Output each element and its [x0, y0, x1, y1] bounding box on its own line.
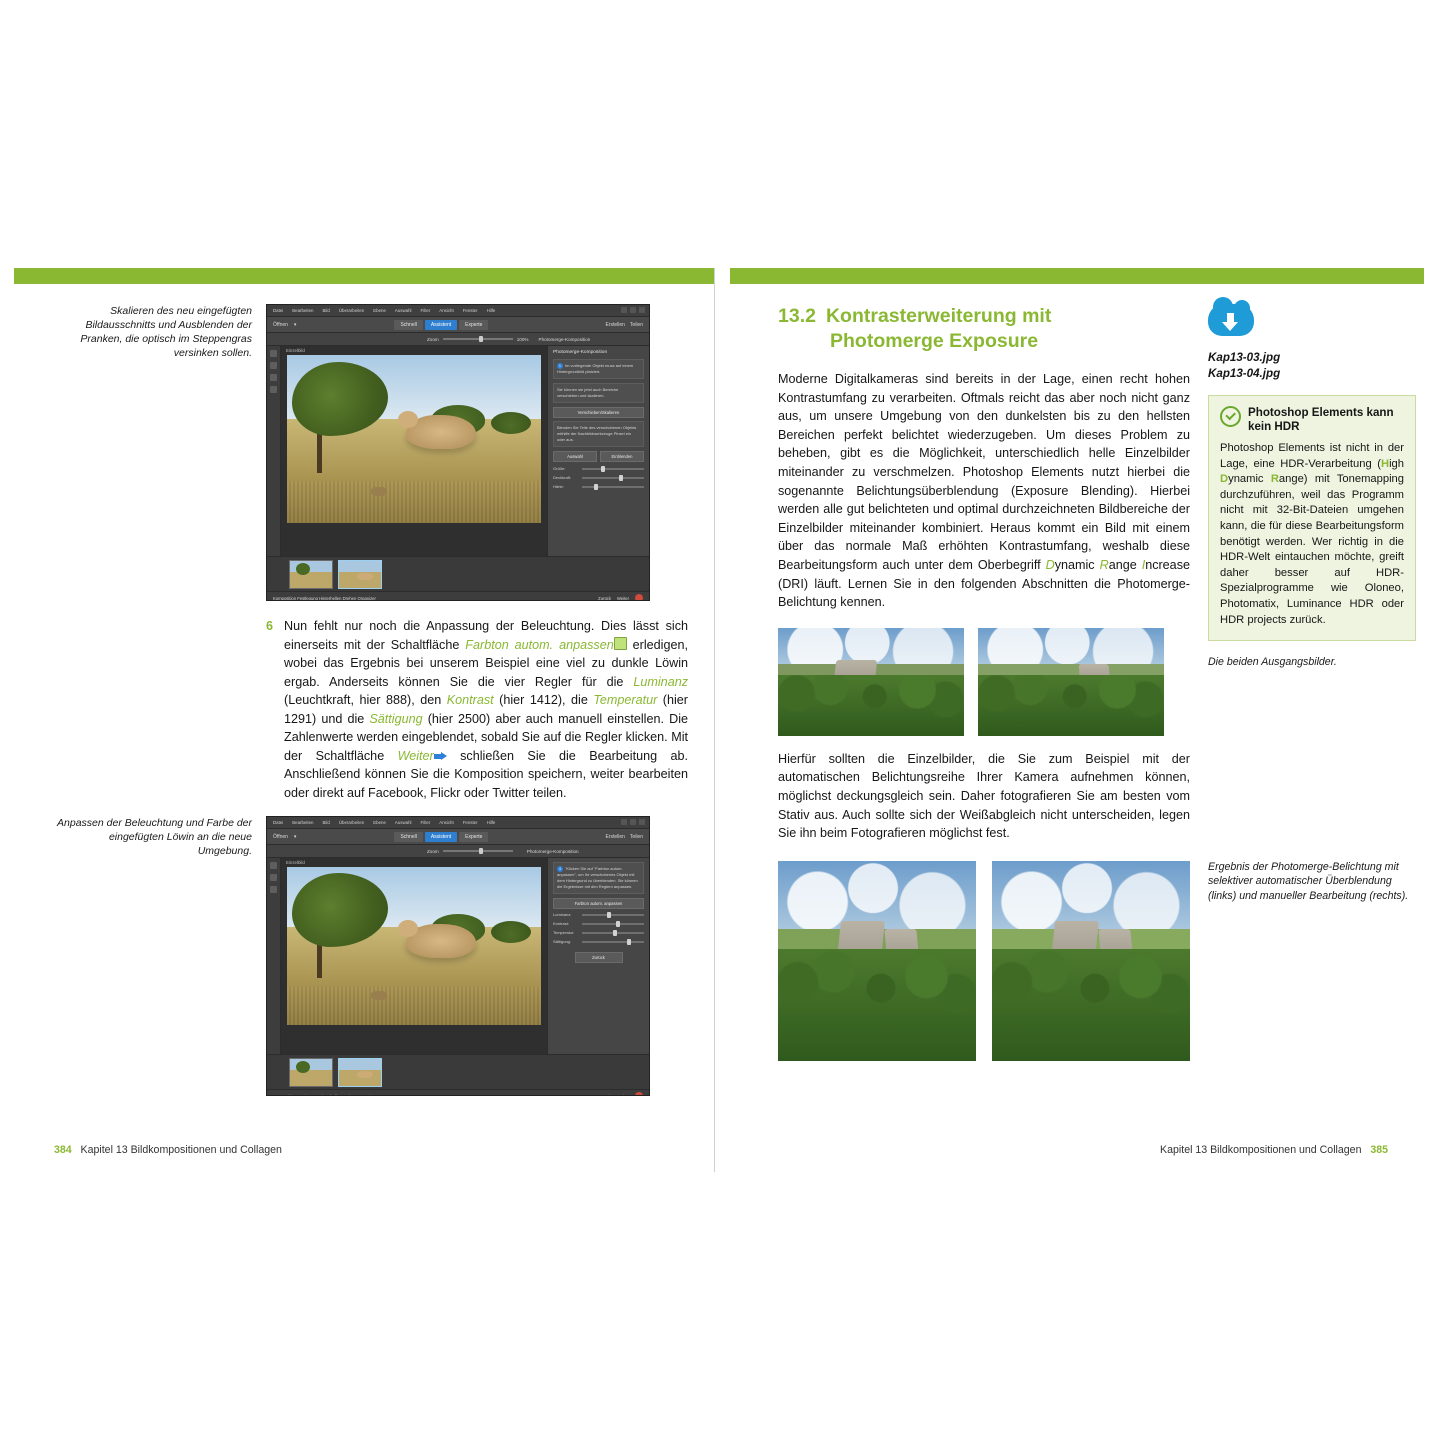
brush-tool-icon[interactable]: [270, 386, 277, 393]
slider-temperatur-knob[interactable]: [613, 930, 617, 936]
canvas-label-2: Einzelbild: [286, 860, 305, 865]
next-button-2[interactable]: Weiter: [616, 1093, 629, 1096]
step-em-weiter: Weiter: [397, 748, 434, 763]
hand-tool-icon[interactable]: [270, 362, 277, 369]
left-margin-step: [54, 601, 266, 802]
figure-caption-bottom: Anpassen der Beleuchtung und Farbe der eingefügten Löwin an die neue Umgebung.: [57, 817, 252, 857]
window-controls-2[interactable]: [621, 819, 645, 825]
step-em-luminanz: Luminanz: [633, 674, 688, 689]
zoom-slider[interactable]: [443, 338, 513, 340]
menu-ueberarbeiten[interactable]: Überarbeiten: [338, 308, 365, 313]
slider-temperatur-track[interactable]: [582, 932, 644, 934]
open-button[interactable]: Öffnen: [273, 321, 288, 328]
slider-size-track[interactable]: [582, 468, 644, 470]
slider-saettigung[interactable]: [553, 939, 644, 944]
slider-kontrast-track[interactable]: [582, 923, 644, 925]
figure-caption-top: Skalieren des neu eingefügten Bildausschnitts und Ausblenden der Pranken, die optisch im Steppengras versinken sollen.: [80, 305, 252, 359]
em-dynamic-d: D: [1045, 557, 1055, 572]
footer-right: [1160, 1144, 1388, 1156]
tip-title-line1: Photoshop Elements kann: [1248, 406, 1394, 419]
maximize-icon-2[interactable]: [630, 819, 636, 825]
slider-kontrast-label: Kontrast:: [553, 921, 570, 926]
slider-saettigung-label: Sättigung:: [553, 939, 572, 944]
menu-ansicht[interactable]: Ansicht: [439, 308, 454, 313]
share-button[interactable]: Teilen: [629, 321, 643, 328]
file-name-1: Kap13-03.jpg: [1208, 351, 1281, 364]
spread-gutter: [714, 268, 715, 1172]
assistant-panel: [547, 346, 649, 556]
app-menubar-2[interactable]: [267, 817, 649, 829]
menu2-ueberarbeiten[interactable]: Überarbeiten: [338, 820, 365, 825]
tip-hl-r: R: [1270, 473, 1279, 486]
tip-body-4: ange) mit Tonemapping durchzuführen, weil das Programm nicht mit 32-Bit-Dateien umgehen kann, die für diese Bearbeitungsform benötigt werden. Wer richtig in die HDR-Welt eintauchen möchte, greift daher besser auf HDR-Spezialprogramme wie Oloneo, Photomatix, Luminance HDR oder HDR projects zurück.: [1220, 473, 1404, 626]
slider-opacity-knob[interactable]: [619, 475, 623, 481]
minimize-icon-2[interactable]: [621, 819, 627, 825]
lioness-subject: [406, 415, 476, 449]
tip-hl-h: H: [1380, 457, 1390, 470]
tip-body-1: Photoshop Elements ist nicht in der Lage, eine HDR-Verarbeitung (: [1220, 442, 1404, 470]
close-icon-2[interactable]: [639, 819, 645, 825]
back-button-2[interactable]: Zurück: [598, 1093, 611, 1096]
menu2-filter[interactable]: Filter: [420, 820, 431, 825]
tip-hl-d: D: [1220, 473, 1229, 486]
status-nav: [598, 594, 643, 601]
left-step-block: [54, 601, 688, 802]
footer-text-right: Kapitel 13 Bildkompositionen und Collagen: [1160, 1144, 1362, 1156]
menu2-bearbeiten[interactable]: Bearbeiten: [292, 820, 314, 825]
close-icon[interactable]: [639, 307, 645, 313]
menu-fenster[interactable]: Fenster: [462, 308, 478, 313]
app-toolbar-2: [267, 829, 649, 845]
tip-title-line2: kein HDR: [1248, 420, 1300, 433]
download-icon: [1208, 304, 1254, 344]
left-margin-bottom: [54, 816, 266, 1096]
slider-kontrast[interactable]: [553, 921, 644, 926]
zoom-tool-icon[interactable]: [270, 350, 277, 357]
left-bottom-block: [54, 816, 688, 1096]
app-menubar[interactable]: [267, 305, 649, 317]
slider-temperatur[interactable]: [553, 930, 644, 935]
left-figure-top: [266, 304, 688, 601]
step-number: 6: [266, 619, 274, 633]
canvas-image-savanna: [287, 355, 541, 523]
auto-tone-button[interactable]: Farbton autom. anpassen: [553, 898, 644, 909]
background-animal: [371, 487, 387, 496]
slider-opacity-label: Deckkraft:: [553, 475, 572, 480]
tip-body-2: igh: [1389, 457, 1404, 470]
hand-tool-icon-2[interactable]: [270, 874, 277, 881]
menu-filter[interactable]: Filter: [420, 308, 431, 313]
zoom-label-2: Zoom: [427, 848, 439, 854]
step-dot-icon-2: 4: [557, 866, 563, 872]
slider-hardness[interactable]: [553, 484, 644, 489]
menu2-datei[interactable]: Datei: [273, 820, 284, 825]
step-em-kontrast: Kontrast: [446, 693, 494, 707]
footer-left: [54, 1144, 282, 1156]
menu2-fenster[interactable]: Fenster: [462, 820, 478, 825]
create-button[interactable]: Erstellen: [605, 321, 625, 328]
tab-experte[interactable]: Experte: [459, 320, 488, 330]
photo-bin-thumb-1[interactable]: [289, 560, 333, 589]
em-increase-i: I: [1141, 557, 1146, 572]
zoom-bar: [267, 333, 649, 346]
step-em-farbton: Farbton autom. anpassen: [465, 637, 614, 652]
right-margin-column: [1208, 304, 1416, 1075]
zoom-value: 100%: [516, 336, 529, 342]
open-chevron-icon-2[interactable]: ▾: [293, 833, 297, 840]
slider-hardness-knob[interactable]: [594, 484, 598, 490]
intro-paragraph: [778, 370, 1190, 612]
slider-hardness-label: Härte:: [553, 484, 564, 489]
menu-bearbeiten[interactable]: Bearbeiten: [292, 308, 314, 313]
step-t7: schließen Sie die Bearbeitung ab. Anschließend können Sie die Komposition speichern, weiter bearbeiten oder direkt auf Facebook, Flickr oder Twitter teilen.: [284, 748, 688, 800]
left-step-body: [266, 601, 688, 802]
photo-bin-2-thumb-2[interactable]: [338, 1058, 382, 1087]
select-button[interactable]: Auswahl: [553, 451, 597, 462]
photo-bin[interactable]: [267, 556, 649, 591]
panel-note-1: 1 Im vorliegende Objekt muss auf einem Hintergrundbild platziert.: [553, 359, 644, 379]
step-t4: (hier 1412), die: [493, 693, 594, 707]
status-bar: [267, 591, 649, 601]
menu-hilfe[interactable]: Hilfe: [486, 308, 496, 313]
fade-button[interactable]: Einblenden: [600, 451, 644, 462]
slider-saettigung-track[interactable]: [582, 941, 644, 943]
left-top-block: [54, 304, 688, 601]
canvas-area-2[interactable]: [281, 858, 547, 1054]
menu2-bild[interactable]: Bild: [322, 820, 330, 825]
bush-right-2: [491, 921, 531, 943]
tab2-assistent[interactable]: Assistent: [425, 832, 457, 842]
section-number: 13.2: [778, 305, 816, 327]
slider-opacity[interactable]: [553, 475, 644, 480]
tab-schnell[interactable]: Schnell: [394, 320, 422, 330]
source-images-row: [778, 628, 1190, 736]
forest-1: [778, 675, 964, 735]
step-em-saettigung: Sättigung: [369, 711, 423, 726]
sky-clouds-1: [778, 628, 964, 665]
panel-note-3: Blenden Sie Teile des verschobenen Objekts mithilfe der Nachbildwerkzeuge Pinsel ein oder aus.: [553, 421, 644, 447]
source-image-1: [778, 628, 964, 736]
em-range-r: R: [1099, 557, 1109, 572]
minimize-icon[interactable]: [621, 307, 627, 313]
photo-bin-2[interactable]: [267, 1054, 649, 1089]
zoom-label: Zoom: [427, 336, 439, 342]
zoom-bar-2: [267, 845, 649, 858]
step-t2: erledigen, wobei das Ergebnis bei unserem Beispiel eine viel zu dunkle Löwin ergab. Anderseits können Sie die vier Regler für die: [284, 637, 688, 689]
slider-kontrast-knob[interactable]: [616, 921, 620, 927]
sky-clouds-4: [992, 861, 1190, 929]
forest-3: [778, 949, 976, 1061]
sky-clouds-3: [778, 861, 976, 929]
canvas-area[interactable]: [281, 346, 547, 556]
slider-luminanz-label: Luminanz:: [553, 912, 572, 917]
reset-button[interactable]: Zurück: [575, 952, 623, 963]
step-text: [284, 617, 688, 802]
maximize-icon[interactable]: [630, 307, 636, 313]
result-image-manual: [992, 861, 1190, 1061]
slider-hardness-track[interactable]: [582, 486, 644, 488]
intro-paragraph-text: Moderne Digitalkameras sind bereits in der Lage, einen recht hohen Kontrastumfang zu verarbeiten. Oftmals reicht das aber noch nicht ganz aus, um unsere Umgebung von den dunkelsten bis zu den hellsten Bereichen perfekt belichtet wiederzugeben. Um dieses Problem zu beheben, gibt es die Möglichkeit, unterschiedlich helle Einzelbilder miteinander zu verschmelzen. Photoshop Elements nutzt hierbei die sogenannte Belichtungsüberblendung (Exposure Blending). Hierbei werden alle gut belichteten und optimal durchzeichneten Bildbereiche der Einzelbilder miteinander kombiniert. Heraus kommt ein Bild mit einem über das normale Maß erhöhten Kontrastumfang, weshalb diese Bearbeitungsform auch unter dem Oberbegriff: [778, 372, 1190, 572]
footer-text-left: Kapitel 13 Bildkompositionen und Collagen: [80, 1144, 282, 1156]
tool-palette[interactable]: [267, 346, 281, 556]
next-button[interactable]: Weiter: [616, 595, 629, 601]
back-button[interactable]: Zurück: [598, 595, 611, 601]
zoom-slider-2[interactable]: [443, 850, 513, 852]
tab-assistent[interactable]: Assistent: [425, 320, 457, 330]
tip-body-3: ynamic: [1228, 473, 1271, 486]
status-bar-2: [267, 1089, 649, 1096]
download-file-list: [1208, 350, 1416, 381]
step-em-temperatur: Temperatur: [593, 693, 658, 707]
margin-caption-sources: Die beiden Ausgangsbilder.: [1208, 656, 1337, 669]
next-arrow-icon: [434, 752, 447, 761]
slider-size-knob[interactable]: [601, 466, 605, 472]
tip-box-header: [1220, 406, 1404, 434]
cancel-icon-2[interactable]: [635, 1092, 643, 1096]
slider-luminanz[interactable]: [553, 912, 644, 917]
menu2-hilfe[interactable]: Hilfe: [486, 820, 496, 825]
forest-2: [978, 675, 1164, 735]
brush-mode-buttons: [553, 451, 644, 462]
tip-box: [1208, 395, 1416, 641]
panel-note-2: Sie können sie jetzt auch Bereiche verschieben und skalieren.: [553, 383, 644, 403]
intro-end: ncrease (DRI) läuft. Lernen Sie in den folgenden Abschnitten die Photomerge-Belichtung kennen.: [778, 557, 1190, 610]
download-arrow-head: [1222, 322, 1238, 331]
panel-header-title: Photomerge-Komposition: [538, 336, 591, 342]
slider-temperatur-label: Temperatur:: [553, 930, 575, 935]
tip-box-body: [1220, 441, 1404, 628]
intro-mid1: ynamic: [1054, 557, 1100, 572]
intro-mid2: ange: [1108, 557, 1142, 572]
tool-palette-2[interactable]: [267, 858, 281, 1054]
toolbar-right-buttons: [605, 322, 643, 328]
result-images-row: [778, 861, 1190, 1061]
slider-opacity-track[interactable]: [582, 477, 644, 479]
cancel-icon[interactable]: [635, 594, 643, 601]
menu2-ebene[interactable]: Ebene: [373, 820, 386, 825]
canvas-image-savanna-2: [287, 867, 541, 1025]
create-button-2[interactable]: Erstellen: [605, 833, 625, 840]
editor-main-2: [267, 858, 649, 1054]
zoom-tool-icon-2[interactable]: [270, 862, 277, 869]
move-tool-icon[interactable]: [270, 374, 277, 381]
menu-ebene[interactable]: Ebene: [373, 308, 386, 313]
left-page: [14, 268, 714, 1172]
toolbar-right-buttons-2: [605, 834, 643, 840]
book-spread: [14, 268, 1424, 1172]
lioness-subject-2: [406, 924, 476, 958]
source-image-2: [978, 628, 1164, 736]
margin-caption-results: Ergebnis der Photomerge-Belichtung mit selektiver automatischer Überblendung (links) und manueller Bearbeitung (rechts).: [1208, 860, 1409, 902]
window-controls[interactable]: [621, 307, 645, 313]
slider-size[interactable]: [553, 466, 644, 471]
result-image-auto: [778, 861, 976, 1061]
background-animal-2: [371, 991, 387, 1000]
left-margin-top: [54, 304, 266, 601]
step-dot-icon: 1: [557, 363, 563, 369]
step-t5: (hier 1291) und die: [284, 693, 688, 726]
step-t6: (hier 2500) aber auch manuell einstellen. Die Zahlenwerte werden eingeblendet, sobald Sie auf die Regler klicken. Mit der Schaltfläche: [284, 711, 689, 763]
menu2-auswahl[interactable]: Auswahl: [394, 820, 412, 825]
section-title-line2: Photomerge Exposure: [830, 330, 1039, 352]
assistant-panel-2: [547, 858, 649, 1054]
status-left-text-2: Komposition Festlegung Hinterhellen Drehen Organizer: [273, 1093, 376, 1096]
numbered-step-6: [266, 617, 688, 802]
panel-header-title-2: Photomerge-Komposition: [526, 848, 579, 854]
slider-saettigung-knob[interactable]: [627, 939, 631, 945]
screenshot-photomerge-1: [266, 304, 650, 601]
sky-clouds-2: [978, 628, 1164, 665]
menu-auswahl[interactable]: Auswahl: [394, 308, 412, 313]
menu-bild[interactable]: Bild: [322, 308, 330, 313]
open-button-2[interactable]: Öffnen: [273, 833, 288, 840]
photo-bin-2-thumb-1[interactable]: [289, 1058, 333, 1087]
right-page: [730, 268, 1424, 1172]
app-toolbar: [267, 317, 649, 333]
canvas-label: Einzelbild: [286, 348, 305, 353]
forest-4: [992, 949, 1190, 1061]
file-name-2: Kap13-04.jpg: [1208, 366, 1281, 380]
mode-tabs: [394, 320, 488, 330]
page-number-left: 384: [54, 1144, 72, 1156]
status-left-text: Komposition Festlegung Hinterhellen Drehen Organizer: [273, 595, 376, 601]
move-scale-button[interactable]: Verschieben/Skalieren: [553, 407, 644, 418]
section-title-line1: Kontrasterweiterung mit: [825, 305, 1052, 327]
status-nav-2: [598, 1092, 643, 1096]
editor-main: [267, 346, 649, 556]
check-circle-icon: [1220, 406, 1241, 427]
page-number-right: 385: [1370, 1144, 1388, 1156]
share-button-2[interactable]: Teilen: [629, 833, 643, 840]
tip-box-title: [1248, 406, 1394, 434]
menu2-ansicht[interactable]: Ansicht: [439, 820, 454, 825]
step-t1: Nun fehlt nur noch die Anpassung der Beleuchtung. Dies lässt sich einerseits mit der Schaltfläche: [284, 619, 688, 652]
auto-tone-icon: [614, 637, 627, 650]
menu-datei[interactable]: Datei: [273, 308, 284, 313]
slider-luminanz-track[interactable]: [582, 914, 644, 916]
slider-luminanz-knob[interactable]: [607, 912, 611, 918]
screenshot-photomerge-2: [266, 816, 650, 1096]
step-t3: (Leuchtkraft, hier 888), den: [284, 693, 447, 707]
second-paragraph: Hierfür sollten die Einzelbilder, die Sie zum Beispiel mit der automatischen Belichtungsreihe Ihrer Kamera aufnehmen können, möglichst deckungsgleich sein. Daher fotografieren Sie am besten vom Stativ aus. Auch sollte sich der Weißabgleich nicht unterscheiden, legen Sie ihn beim Fotografieren möglichst fest.: [778, 751, 1190, 841]
open-chevron-icon[interactable]: ▾: [293, 321, 297, 328]
tab2-schnell[interactable]: Schnell: [394, 832, 422, 842]
mode-tabs-2: [394, 832, 488, 842]
panel-title: Photomerge-Komposition: [553, 350, 608, 355]
right-content: [778, 304, 1409, 1075]
slider-size-label: Größe:: [553, 466, 566, 471]
left-figure-bottom: [266, 816, 688, 1096]
move-tool-icon-2[interactable]: [270, 886, 277, 893]
photo-bin-thumb-2[interactable]: [338, 560, 382, 589]
bush-right: [491, 412, 531, 434]
right-main-column: [778, 304, 1208, 1075]
section-heading: [778, 304, 1190, 354]
tab2-experte[interactable]: Experte: [459, 832, 488, 842]
panel2-note: 4 "Klicken Sie auf "Farbton autom. anpassen", um Ihr verschobenes Objekt mit dem Hintergrund zu überblenden. Sie können die Ergebnisse mit den Reglern anpassen.: [553, 862, 644, 894]
